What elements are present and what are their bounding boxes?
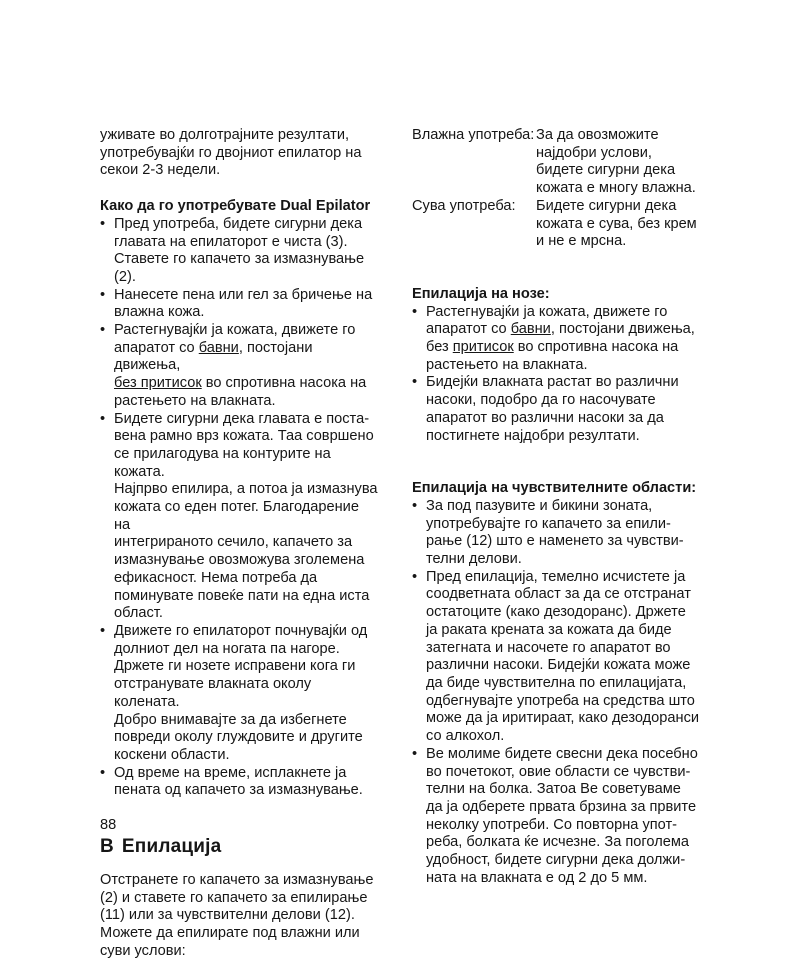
intro-paragraph: уживате во долготрајните резултати, употребувајќи го двојниот епилатор на секои 2-3 недели. <box>100 127 362 179</box>
left-column <box>100 127 378 961</box>
list-item: • Пред епилација, темелно исчистете ја соодветната област за да се отстранат остатоците (како дезодоранс). Држете ја раката кренатa за кожата да биде затегната и насочете го апаратот во различни насоки. Бидејќи кожата може да биде чувствителна по епилацијата, одбегнувајте употреба на средства што може да ја иритираат, како дезодоранси со алкохол. <box>412 569 702 746</box>
list-item: • Бидете сигурни дека главата е поста- вена рамно врз кожата. Таа совршено се прилагодува на контурите на кожата. Најпрво епилира, а потоа ја измазнува кожата со еден потег. Благодарение на интегрираното сечило, капачето за измазнување овозможува зголемена ефикасност. Нема потреба да поминувате повеќе пати на една иста област. <box>100 411 378 623</box>
sensitive-heading: Епилација на чувствителните области: <box>412 480 697 497</box>
list-item: • Од време на време, исплакнете ја пената од капачето за измазнување. <box>100 765 378 800</box>
wet-use-text: За да овозможите најдобри услови, бидете сигурни дека кожата е многу влажна. <box>536 127 696 197</box>
wet-use-row <box>412 127 702 198</box>
legs-heading: Епилација на нозе: <box>412 285 550 302</box>
list-item: • Пред употреба, бидете сигурни дека главата на епилаторот е чиста (3). Ставете го капачето за измазнување (2). <box>100 216 378 287</box>
list-item: • Движете го епилаторот почнувајќи од долниот дел на ногата па нагоре. Држете ги нозете исправени кога ги отстранувате влакната околу колената. Добро внимавајте за да избегнете повреди околу глуждовите и другите коскени области. <box>100 623 378 765</box>
underlined-text: притисок <box>452 339 514 356</box>
right-column <box>412 127 702 887</box>
list-item: • За под пазувите и бикини зоната, употребувајте го капачето за епили- рање (12) што е наменето за чувстви- телни делови. <box>412 498 702 569</box>
list-item: • Бидејќи влакната растат во различни насоки, подобро да го насочувате апаратот во различни насоки за да постигнете најдобри резултати. <box>412 374 702 445</box>
list-item: • Ве молиме бидете свесни дека посебно во почетокот, овие области се чувстви- телни на болка. Затоа Ве советуваме да ја одберете првата брзина за првите неколку употреби. Со повторна упот- реба, болката ќе исчезне. За поголема удобност, бидете сигурни дека должи- ната на влакната е од 2 до 5 мм. <box>412 746 702 888</box>
underlined-text: бавни <box>510 321 551 338</box>
section-letter: B <box>100 836 114 858</box>
list-item: • Нанесете пена или гел за бричење на влажна кожа. <box>100 287 378 322</box>
underlined-text: бавни <box>198 339 239 356</box>
page-number: 88 <box>100 817 117 833</box>
legs-list <box>412 304 702 446</box>
how-to-heading: Како да го употребувате Dual Epilator <box>100 198 371 215</box>
wet-use-label: Влажна употреба: <box>412 127 535 143</box>
section-body: Отстранете го капачето за измазнување (2) и ставете го капачето за епилирање (11) или за чувствителни делови (12). Можете да епилирате под влажни или суви услови: <box>100 872 374 959</box>
dry-use-label: Сува употреба: <box>412 197 516 214</box>
sensitive-list <box>412 498 702 887</box>
how-to-list <box>100 216 378 800</box>
dry-use-row <box>412 198 702 251</box>
dry-use-text: Бидете сигурни дека кожата е сува, без крем и не е мрсна. <box>536 197 697 250</box>
list-item: • Растегнувајќи ја кожата, движете го апаратот со бавни, постојани движења, без притисок во спротивна насока на растењето на влакната. <box>412 304 702 375</box>
list-item: • Растегнувајќи ја кожата, движете го апаратот со бавни, постојани движења, без притисок во спротивна насока на растењето на влакната. <box>100 322 378 411</box>
section-title: B Епилација <box>100 836 222 858</box>
underlined-text: без притисок <box>114 375 202 392</box>
